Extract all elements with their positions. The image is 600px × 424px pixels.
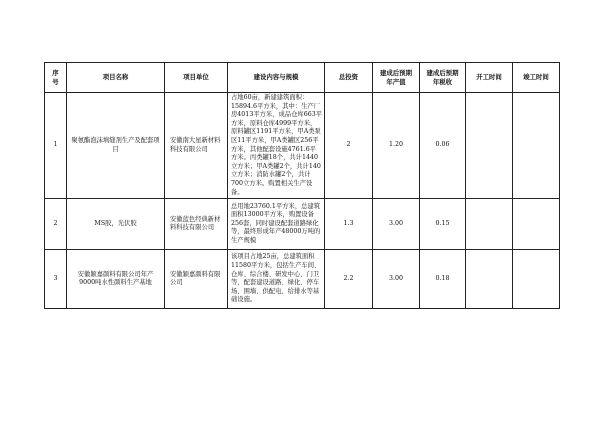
cell-investment: 2.2	[325, 250, 373, 309]
cell-seq: 2	[45, 199, 67, 250]
cell-unit: 安徽颖嘉颜料有限公司	[165, 250, 228, 309]
cell-end-time	[513, 250, 560, 309]
cell-investment: 1.3	[325, 199, 373, 250]
header-tax: 建成后预期年税收	[420, 63, 466, 93]
cell-start-time	[466, 199, 513, 250]
cell-name: MS胶，光伏胶	[67, 199, 165, 250]
header-row	[45, 63, 560, 93]
cell-output-value: 3.00	[373, 250, 420, 309]
cell-tax: 0.15	[420, 199, 466, 250]
cell-output-value: 1.20	[373, 93, 420, 199]
cell-start-time	[466, 250, 513, 309]
cell-scope: 该项目占地25亩，总建筑面积11580平方米，包括生产车间、仓库、综合楼、研发中心、门卫等，配套建设道路、绿化、停车场、围墙、供配电、给排水等基础设施。	[228, 250, 325, 309]
header-seq: 序号	[45, 63, 67, 93]
table-row	[45, 199, 560, 250]
cell-unit: 安徽蓝色经典新材料科技有限公司	[165, 199, 228, 250]
cell-name: 安徽颖嘉颜料有限公司年产9000吨水性颜料生产基地	[67, 250, 165, 309]
header-name: 项目名称	[67, 63, 165, 93]
table-row	[45, 250, 560, 309]
cell-seq: 3	[45, 250, 67, 309]
header-end-time: 竣工时间	[513, 63, 560, 93]
cell-unit: 安徽南大星新材料科技有限公司	[165, 93, 228, 199]
cell-seq: 1	[45, 93, 67, 199]
cell-output-value: 3.00	[373, 199, 420, 250]
cell-investment: 2	[325, 93, 373, 199]
cell-start-time	[466, 93, 513, 199]
cell-name: 聚氨酯泡沫填缝剂生产及配套项目	[67, 93, 165, 199]
header-unit: 项目单位	[165, 63, 228, 93]
header-investment: 总投资	[325, 63, 373, 93]
project-table	[44, 62, 560, 309]
cell-tax: 0.18	[420, 250, 466, 309]
cell-scope: 占地60亩，新建建筑面积：15894.6平方米，其中：生产厂房4013平方米，成品仓库663平方米，原料仓库4999平方米，原料罐区1191平方米，甲A类泵区11平方米，甲A类罐区256平方米，其他配套设施4761.6平方米。丙类罐18个，共计1440立方米；甲A类罐2个，共计140立方米；消防水罐2个，共计700立方米。购置相关生产设备。	[228, 93, 325, 199]
cell-end-time	[513, 199, 560, 250]
cell-end-time	[513, 93, 560, 199]
cell-tax: 0.06	[420, 93, 466, 199]
cell-scope: 总用地23760.1平方米，总建筑面积13000平方米，购置设备256套，同时建设配套道路绿化等，最终形成年产48000万吨的生产规模	[228, 199, 325, 250]
header-output-value: 建成后预期年产值	[373, 63, 420, 93]
header-start-time: 开工时间	[466, 63, 513, 93]
table-row	[45, 93, 560, 199]
header-scope: 建设内容与规模	[228, 63, 325, 93]
